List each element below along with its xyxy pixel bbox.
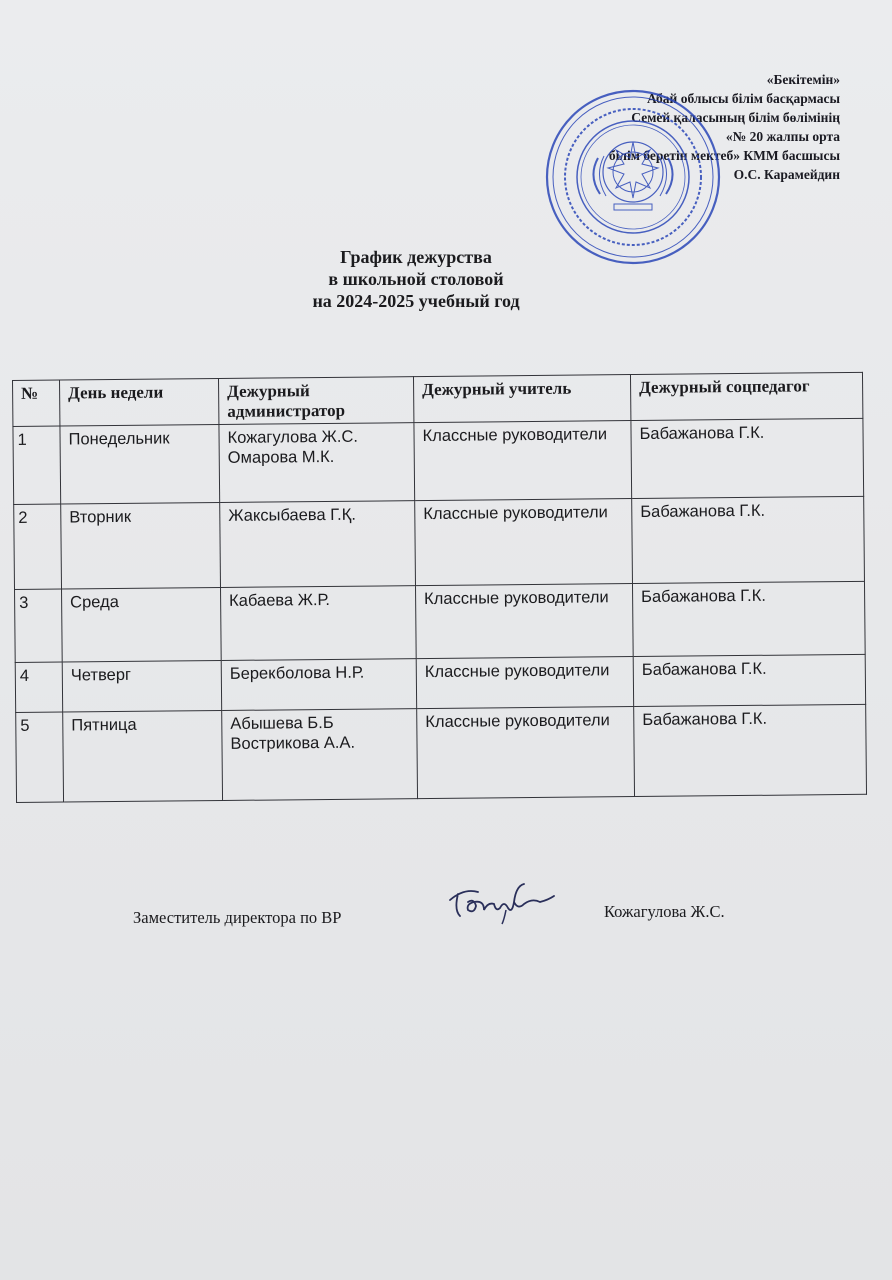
row-teacher: Классные руководители	[416, 657, 633, 709]
row-social-teacher: Бабажанова Г.К.	[632, 581, 865, 656]
signature-icon	[444, 880, 556, 926]
row-number: 1	[13, 426, 61, 504]
row-number: 2	[14, 504, 62, 589]
row-day: Вторник	[61, 503, 221, 590]
header-admin: Дежурный администратор	[218, 377, 413, 425]
row-day: Четверг	[62, 661, 221, 713]
table-header-row	[13, 372, 863, 426]
table-row	[13, 418, 864, 504]
row-admin: Берекболова Н.Р.	[221, 659, 416, 711]
row-number: 5	[16, 712, 64, 802]
row-social-teacher: Бабажанова Г.К.	[633, 654, 865, 706]
title-line-2: в школьной столовой	[328, 269, 504, 289]
row-admin: Кабаева Ж.Р.	[221, 586, 417, 661]
row-number: 4	[15, 662, 62, 712]
row-teacher: Классные руководители	[417, 707, 635, 799]
row-admin: Жаксыбаева Г.Қ.	[220, 501, 416, 588]
row-admin: Кожагулова Ж.С. Омарова М.К.	[219, 423, 415, 503]
row-social-teacher: Бабажанова Г.К.	[634, 704, 867, 796]
table-row	[15, 581, 866, 662]
row-day: Среда	[62, 588, 222, 663]
row-teacher: Классные руководители	[415, 499, 633, 586]
header-social-teacher: Дежурный соцпедагог	[630, 372, 862, 420]
row-social-teacher: Бабажанова Г.К.	[632, 496, 865, 583]
approval-block	[609, 70, 840, 184]
row-day: Понедельник	[60, 425, 220, 505]
approval-line: О.С. Карамейдин	[733, 167, 840, 182]
approval-heading: «Бекітемін»	[766, 72, 840, 87]
approval-line: білім беретін мектеб» КММ басшысы	[608, 148, 840, 163]
title-line-3: на 2024-2025 учебный год	[312, 291, 520, 311]
document-title	[0, 246, 892, 312]
signer-role: Заместитель директора по ВР	[133, 908, 342, 927]
row-social-teacher: Бабажанова Г.К.	[631, 418, 864, 498]
row-teacher: Классные руководители	[415, 584, 633, 659]
approval-line: Семей қаласының білім бөлімінің	[631, 110, 840, 125]
row-day: Пятница	[63, 711, 223, 803]
title-line-1: График дежурства	[340, 247, 492, 267]
header-teacher: Дежурный учитель	[413, 375, 630, 423]
approval-line: Абай облысы білім басқармасы	[646, 91, 840, 106]
table-row	[15, 654, 865, 712]
row-admin: Абышева Б.Б Вострикова А.А.	[222, 709, 418, 801]
table-row	[14, 496, 865, 589]
header-number: №	[13, 380, 60, 426]
signer-name: Кожагулова Ж.С.	[604, 902, 725, 921]
header-day: День недели	[60, 379, 219, 427]
table-row	[16, 704, 867, 802]
duty-schedule-table	[12, 372, 867, 803]
row-number: 3	[15, 589, 63, 662]
row-teacher: Классные руководители	[414, 421, 632, 501]
approval-line: «№ 20 жалпы орта	[725, 129, 840, 144]
